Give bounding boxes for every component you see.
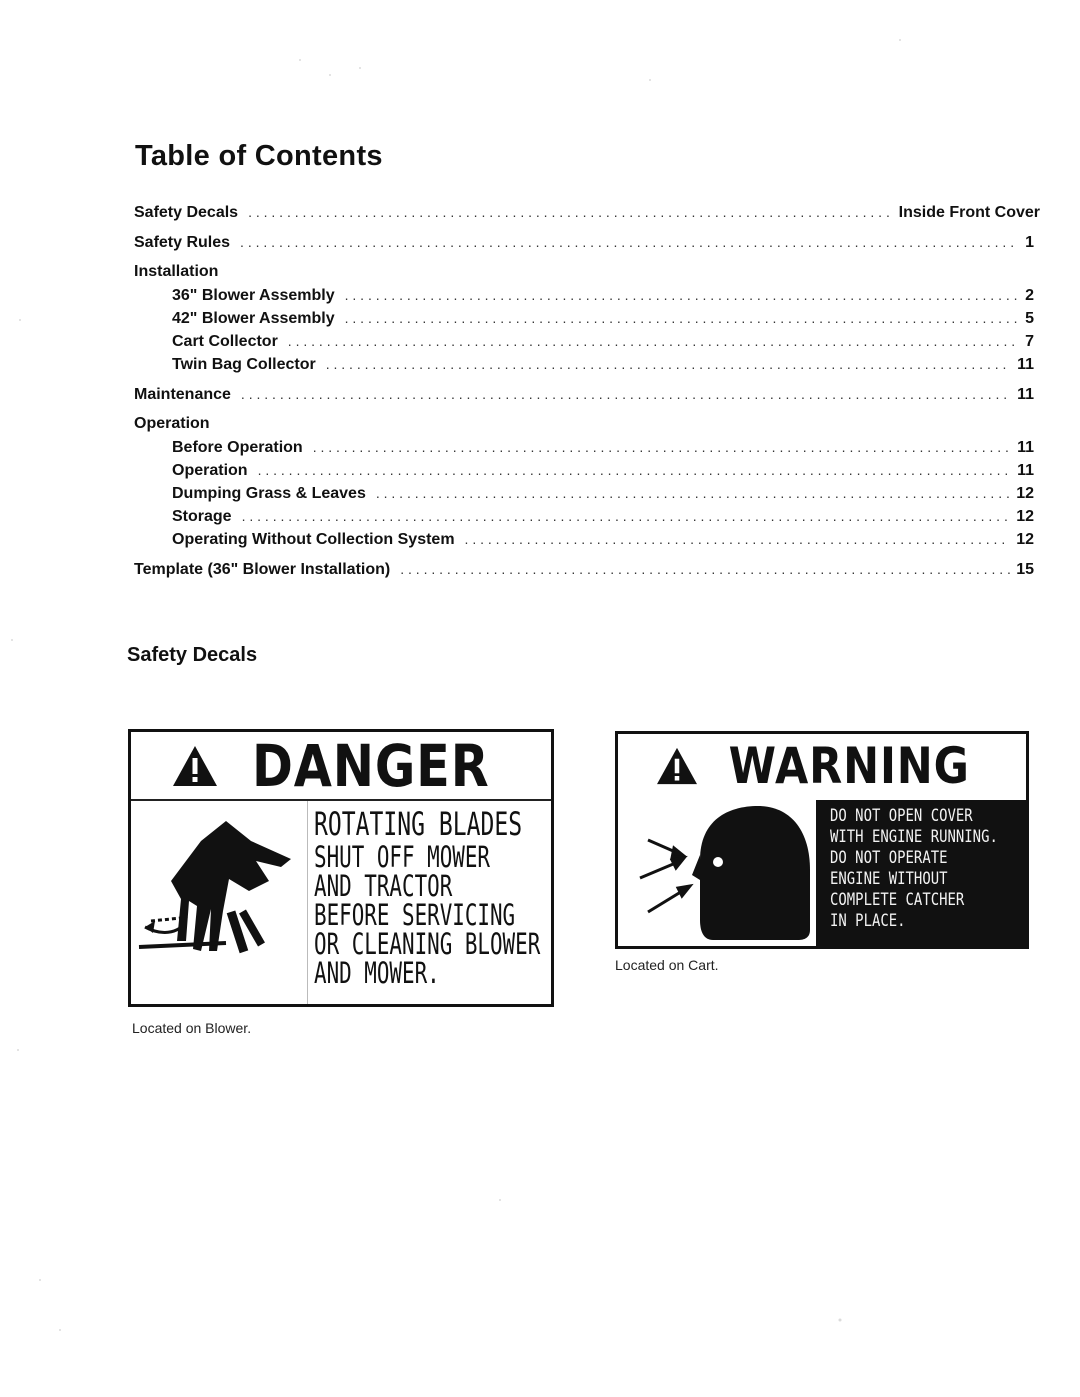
hazard-triangle-icon [171,744,219,788]
toc-entry-label: Maintenance [134,386,231,403]
warning-line: DO NOT OPERATE [830,848,948,868]
dot-leader [288,333,1019,349]
toc-entry-page: 12 [1016,485,1034,502]
toc-entry[interactable] [134,204,1040,222]
toc-entry-label: 36" Blower Assembly [172,287,335,304]
warning-message [818,800,1035,946]
dot-leader [400,561,1010,577]
warning-body [618,800,1026,946]
toc-entry-page: 2 [1025,287,1034,304]
warning-decal [615,731,1029,949]
danger-decal-caption: Located on Blower. [132,1020,252,1036]
toc-entry-label: Before Operation [172,439,303,456]
danger-line: AND MOWER. [314,956,440,990]
danger-message [314,805,549,988]
toc-entry[interactable] [134,234,1034,252]
toc-entry-page: 11 [1017,356,1034,373]
toc-entry-label: Operation [172,462,248,479]
dot-leader [242,508,1011,524]
dot-leader [258,462,1012,478]
toc-entry-page: 11 [1017,386,1034,403]
toc-entry[interactable] [172,439,1034,457]
toc-entry-label: Storage [172,508,232,525]
toc-entry-page: 15 [1016,561,1034,578]
warning-pictogram [618,800,818,946]
page-title: Table of Contents [135,140,383,172]
dot-leader [345,310,1019,326]
toc-entry-label: Safety Decals [134,204,239,221]
toc-section-operation: Operation [134,415,210,432]
warning-line: ENGINE WITHOUT [830,869,948,889]
toc-entry-label: Twin Bag Collector [172,356,316,373]
toc-entry-label: Dumping Grass & Leaves [172,485,366,502]
dot-leader [376,485,1010,501]
toc-entry-page: 12 [1016,508,1034,525]
toc-entry[interactable] [172,508,1034,526]
dot-leader [248,204,893,220]
toc-entry[interactable] [134,561,1034,579]
danger-pictogram [131,801,308,1004]
danger-line: SHUT OFF MOWER [314,840,490,874]
toc-entry[interactable] [172,356,1034,374]
dot-leader [313,439,1011,455]
danger-heading: ROTATING BLADES [314,805,523,843]
toc-entry[interactable] [172,462,1034,480]
toc-entry-page: 11 [1017,462,1034,479]
danger-line: OR CLEANING BLOWER [314,927,541,961]
toc-entry-label: 42" Blower Assembly [172,310,335,327]
warning-signal-word: WARNING [728,737,970,795]
dot-leader [345,287,1019,303]
dot-leader [326,356,1011,372]
toc-entry[interactable] [134,386,1034,404]
toc-entry[interactable] [172,287,1034,305]
dot-leader [465,531,1011,547]
section-title-safety-decals: Safety Decals [127,644,258,666]
toc-entry-label: Safety Rules [134,234,231,251]
toc-entry-page: 11 [1017,439,1034,456]
toc-entry-page: Inside Front Cover [898,204,1040,221]
toc-entry[interactable] [172,333,1034,351]
toc-entry-label: Cart Collector [172,333,278,350]
toc-entry-page: 12 [1016,531,1034,548]
warning-banner [618,734,1026,798]
danger-banner [131,732,551,801]
hand-blade-hazard-icon [131,801,307,1004]
warning-line: DO NOT OPEN COVER [830,806,973,826]
toc-entry-label: Operating Without Collection System [172,531,455,548]
dot-leader [241,386,1011,402]
danger-line: AND TRACTOR [314,869,453,903]
hazard-triangle-icon [655,746,699,786]
toc-entry-page: 7 [1025,333,1034,350]
danger-line: BEFORE SERVICING [314,898,516,932]
danger-signal-word: DANGER [252,731,490,800]
warning-decal-caption: Located on Cart. [615,957,719,973]
head-projectile-hazard-icon [618,800,816,942]
danger-decal [128,729,554,1007]
toc-entry-label: Template (36" Blower Installation) [134,561,391,578]
toc-entry[interactable] [172,310,1034,328]
toc-section-installation: Installation [134,263,219,280]
warning-line: COMPLETE CATCHER [830,890,965,910]
toc-entry-page: 1 [1025,234,1034,251]
toc-entry[interactable] [172,485,1034,503]
toc-entry-page: 5 [1025,310,1034,327]
dot-leader [240,234,1019,250]
toc-entry[interactable] [172,531,1034,549]
warning-line: IN PLACE. [830,911,906,931]
warning-line: WITH ENGINE RUNNING. [830,827,998,847]
